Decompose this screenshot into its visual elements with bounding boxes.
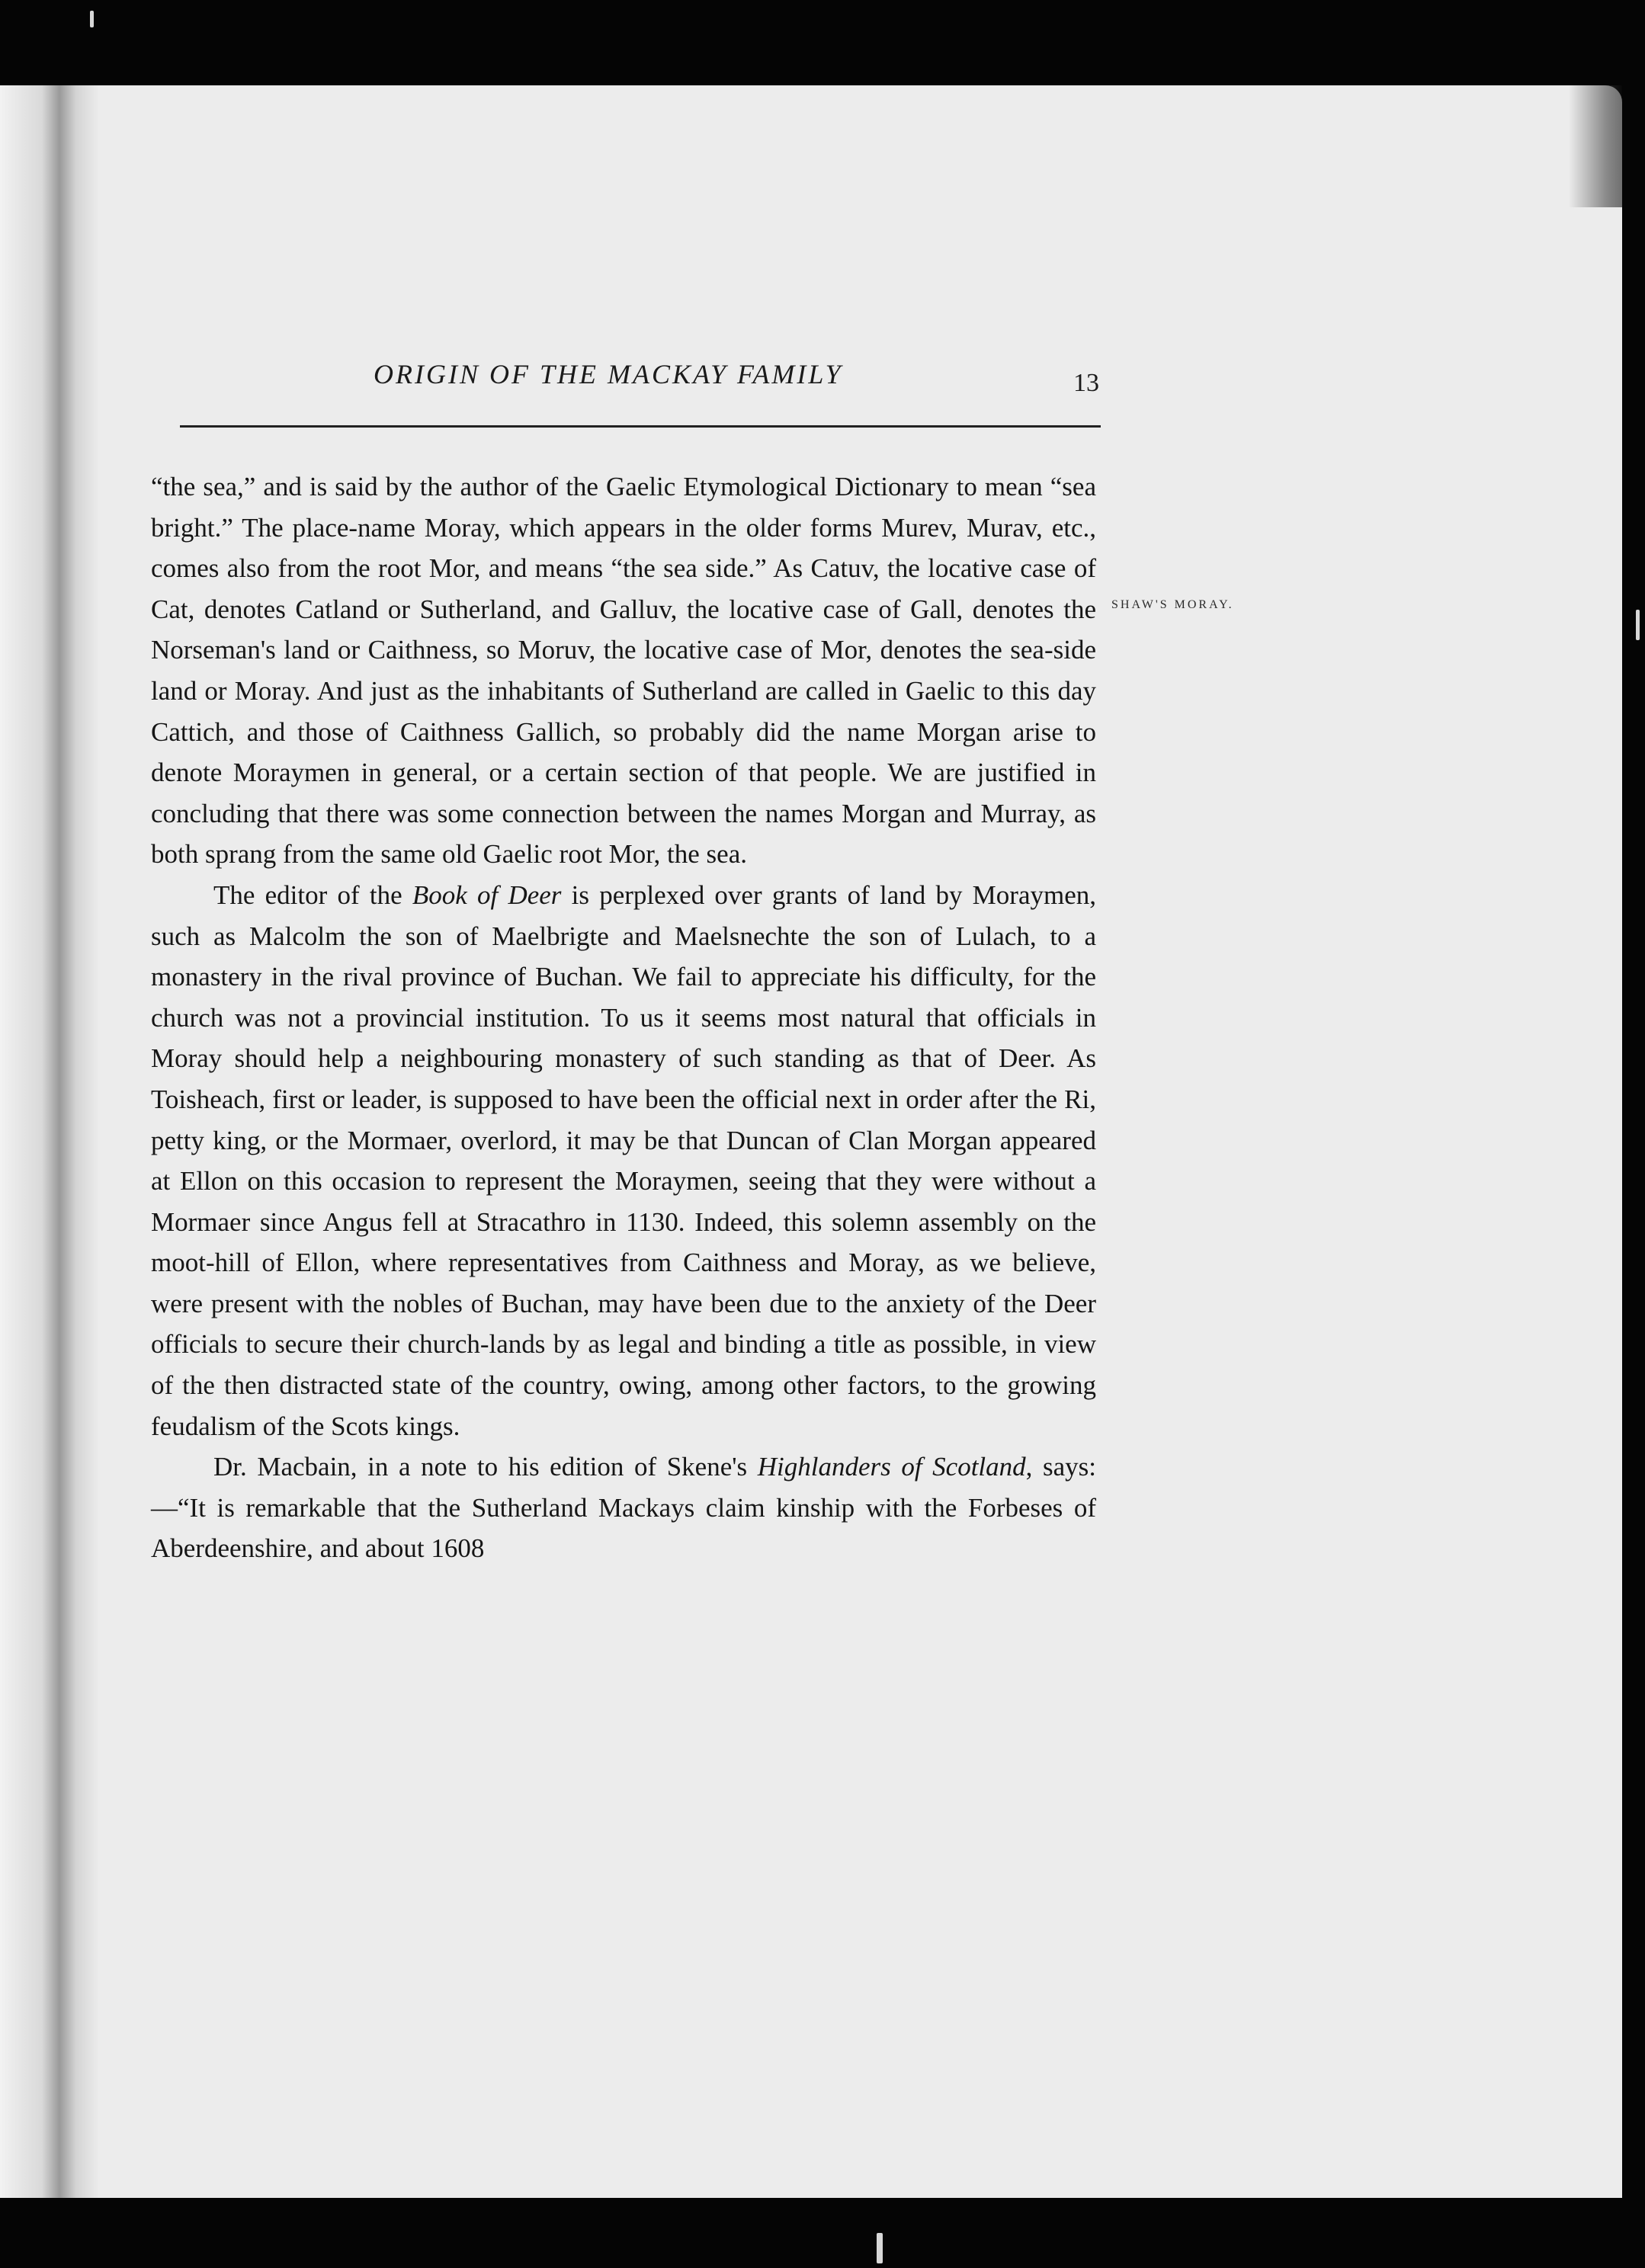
paragraph-text: Dr. Macbain, in a note to his edition of Skene's bbox=[213, 1452, 758, 1482]
paragraph bbox=[151, 1446, 1096, 1569]
paragraph bbox=[151, 875, 1096, 1446]
header-rule bbox=[180, 425, 1101, 428]
page-corner bbox=[1569, 85, 1622, 207]
body-text bbox=[151, 466, 1096, 1569]
film-speck bbox=[877, 2233, 883, 2263]
paragraph-text: “the sea,” and is said by the author of the Gaelic Etymological Dictionary to mean “sea bright.” The place-name Moray, which appears in the older forms Murev, Murav, etc., comes also from the root Mor, and means “the sea side.” As Catuv, the locative case of Cat, denotes Catland or Sutherland, and Galluv, the locative case of Gall, denotes the Norseman's land or Caithness, so Moruv, the locative case of Mor, denotes the sea-side land or Moray. And just as the inhabitants of Sutherland are called in Gaelic to this day Cattich, and those of Caithness Gallich, so probably did the name Morgan arise to denote Moraymen in general, or a certain section of that people. We are justified in concluding that there was some connection between the names Morgan and Murray, as both sprang from the same old Gaelic root Mor, the sea. bbox=[151, 472, 1096, 870]
paragraph-text: , says:—“It is remarkable that the Sutherland Mackays claim kinship with the Forbeses of Aberdeenshire, and about 1608 bbox=[151, 1452, 1096, 1564]
paragraph-text: is perplexed over grants of land by Moraymen, such as Malcolm the son of Maelbrigte and Maelsnechte the son of Lulach, to a monastery in the rival province of Buchan. We fail to appreciate his difficulty, for the church was not a provincial institution. To us it seems most natural that officials in Moray should help a neighbouring monastery of such standing as that of Deer. As Toisheach, first or leader, is supposed to have been the official next in order after the Ri, petty king, or the Mormaer, overlord, it may be that Duncan of Clan Morgan appeared at Ellon on this occasion to represent the Moraymen, seeing that they were without a Mormaer since Angus fell at Stracathro in 1130. Indeed, this solemn assembly on the moot-hill of Ellon, where representatives from Caithness and Moray, as we believe, were present with the nobles of Buchan, may have been due to the anxiety of the Deer officials to secure their church-lands by as legal and binding a title as possible, in view of the then distracted state of the country, owing, among other factors, to the growing feudalism of the Scots kings. bbox=[151, 879, 1096, 1441]
running-head bbox=[183, 358, 1098, 404]
paragraph bbox=[151, 466, 1096, 875]
page-number: 13 bbox=[1073, 369, 1099, 397]
running-title: ORIGIN OF THE MACKAY FAMILY bbox=[374, 359, 843, 389]
film-speck bbox=[1636, 610, 1640, 640]
film-speck bbox=[90, 11, 94, 27]
paragraph-text: The editor of the bbox=[213, 879, 412, 910]
book-title: Highlanders of Scotland bbox=[757, 1452, 1026, 1482]
margin-note: SHAW'S MORAY. bbox=[1111, 598, 1234, 611]
gutter-shadow bbox=[0, 85, 99, 2198]
book-title: Book of Deer bbox=[412, 879, 562, 910]
